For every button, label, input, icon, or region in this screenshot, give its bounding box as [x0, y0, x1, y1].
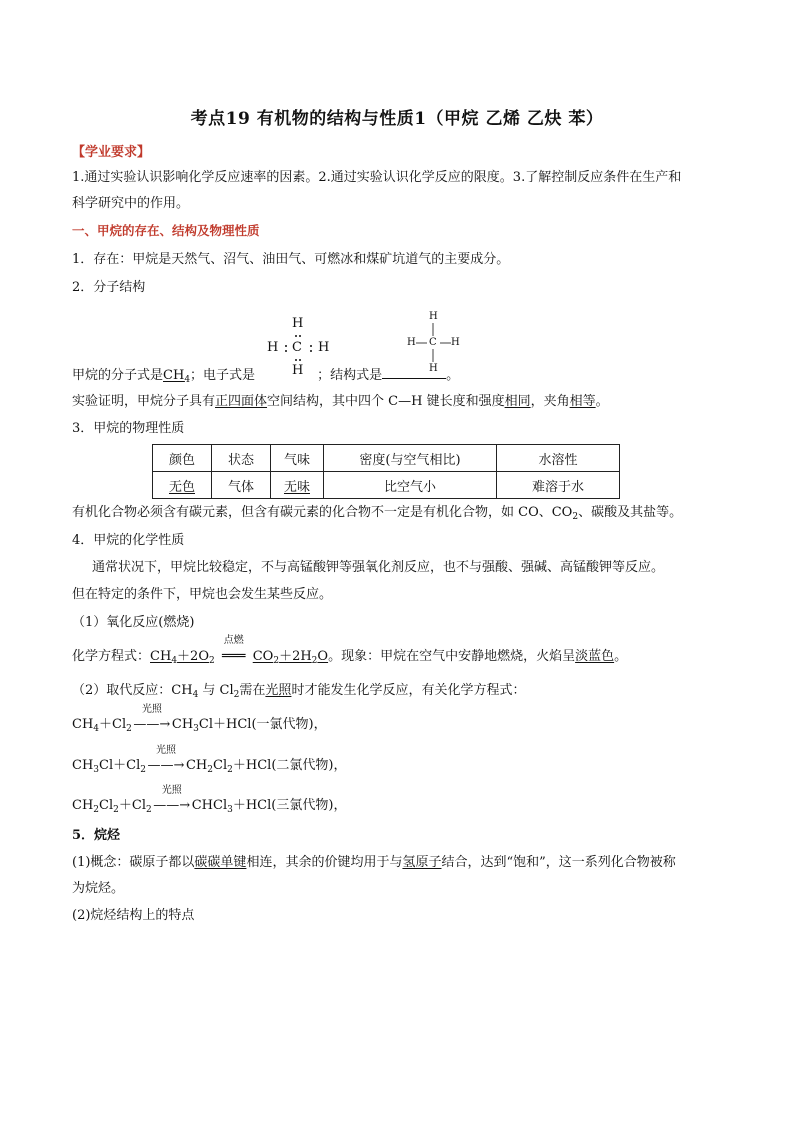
table-header-cell: 颜色 — [153, 445, 212, 472]
density-value: 比空气小 — [383, 479, 436, 495]
page-title: 考点19 有机物的结构与性质1（甲烷 乙烯 乙炔 苯） — [190, 109, 604, 129]
lewis-h-bottom: H — [292, 363, 304, 378]
alkane-text-a: (1)概念：碳原子都以 — [72, 855, 195, 870]
combustion-equation-line — [72, 635, 628, 666]
combustion-equation: $CH_4+2O_2$ 点燃 ═══ $CO_2+2H_2O$ — [150, 635, 329, 666]
light-condition: 光照 — [141, 704, 162, 715]
table-cell — [153, 472, 212, 499]
flame-color-answer: 淡蓝色 — [575, 649, 615, 664]
molecular-formula — [163, 368, 190, 383]
chemical-properties-text-2: 但在特定的条件下，甲烷也会发生某些反应。 — [72, 587, 333, 602]
electron-dot — [285, 350, 287, 352]
tetrahedron-answer: 正四面体 — [215, 394, 268, 409]
formula-line — [72, 366, 459, 385]
molecular-formula-sub: 4 — [184, 375, 191, 385]
table-cell — [271, 472, 324, 499]
electron-dot — [299, 335, 301, 337]
substitution-reaction-1: $CH_4+Cl_2$ 光照 ——→ $CH_3Cl+HCl$(一氯代物)， — [72, 704, 327, 734]
formula-line-mid2: ；结构式是 — [317, 368, 383, 383]
struct-h-top: H — [429, 311, 438, 322]
oxidation-heading: （1）氧化反应(燃烧) — [72, 615, 195, 630]
phenomenon-text: 。现象：甲烷在空气中安静地燃烧，火焰呈 — [328, 649, 576, 664]
chemical-properties-heading: 4．甲烷的化学性质 — [72, 533, 185, 548]
alkane-concept-line — [72, 854, 676, 872]
proof-text-a: 实验证明，甲烷分子具有 — [72, 394, 216, 409]
substitution-text-e: 时才能发生化学反应，有关化学方程式： — [291, 683, 526, 698]
formula-line-prefix: 甲烷的分子式是 — [72, 368, 164, 383]
equal-answer: 相等 — [569, 394, 596, 409]
electron-dot — [299, 359, 301, 361]
electron-dot — [285, 345, 287, 347]
alkane-text-c: 相连，其余的价键均用于与 — [246, 855, 403, 870]
structural-formula-blank — [382, 366, 446, 379]
struct-h-left: H — [407, 337, 416, 348]
chemical-properties-text-1: 通常状况下，甲烷比较稳定，不与高锰酸钾等强氧化剂反应，也不与强酸、强碱、高锰酸钾等反应。 — [92, 560, 665, 575]
note-text-b: 、碳酸及其盐等。 — [578, 505, 683, 520]
table-row — [153, 472, 620, 499]
table-cell: 气体 — [212, 472, 271, 499]
electron-dot — [310, 345, 312, 347]
note-sub: 2 — [572, 512, 579, 522]
alkane-heading: 5．烷烃 — [72, 828, 121, 843]
struct-h-right: H — [451, 337, 460, 348]
bond-lines — [400, 305, 470, 375]
hydrogen-answer: 氢原子 — [402, 855, 442, 870]
lewis-c: C — [292, 340, 302, 355]
physical-properties-table — [152, 444, 620, 499]
structure-proof-line — [72, 393, 609, 411]
phenomenon-end: 。 — [614, 649, 628, 664]
alkane-concept-line-2: 为烷烃。 — [72, 881, 125, 896]
substitution-text-b: 与 Cl — [198, 683, 234, 698]
light-condition: 光照 — [161, 785, 182, 796]
note-text-a: 有机化合物必须含有碳元素，但含有碳元素的化合物不一定是有机化合物，如 CO、CO — [72, 505, 573, 520]
table-header-cell: 水溶性 — [497, 445, 620, 472]
struct-c: C — [429, 337, 437, 348]
table-cell — [324, 472, 497, 499]
existence-paragraph: 1．存在：甲烷是天然气、沼气、油田气、可燃冰和煤矿坑道气的主要成分。 — [72, 252, 510, 267]
product-label-3: (三氯代物)， — [271, 798, 347, 813]
substitution-sub-1: 4 — [192, 690, 199, 700]
physical-properties-heading: 3．甲烷的物理性质 — [72, 421, 185, 436]
substitution-text-a: （2）取代反应：CH — [72, 683, 193, 698]
lewis-h-left: H — [267, 340, 279, 355]
alkane-text-e: 结合，达到“饱和”，这一系列化合物被称 — [441, 855, 676, 870]
odor-value: 无味 — [283, 479, 310, 495]
single-bond-answer: 碳碳单键 — [194, 855, 247, 870]
electron-dot — [310, 350, 312, 352]
molecular-structure-heading: 2．分子结构 — [72, 280, 146, 295]
substitution-sub-2: 2 — [233, 690, 240, 700]
table-header-row — [153, 445, 620, 472]
formula-line-mid1: ；电子式是 — [190, 368, 256, 383]
organic-compound-note — [72, 504, 682, 522]
substitution-reaction-2: $CH_3Cl+Cl_2$ 光照 ——→ $CH_2Cl_2+HCl$(二氯代物)， — [72, 745, 347, 775]
proof-text-c: 空间结构，其中四个 C—H 键长度和强度 — [267, 394, 505, 409]
equation-prefix: 化学方程式： — [72, 649, 151, 664]
struct-h-bottom: H — [429, 363, 438, 374]
substitution-text-c: 需在 — [239, 683, 266, 698]
light-answer: 光照 — [265, 683, 292, 698]
proof-text-e: ，夹角 — [530, 394, 570, 409]
electron-dot — [295, 335, 297, 337]
table-header-cell: 密度(与空气相比) — [324, 445, 497, 472]
requirements-heading: 【学业要求】 — [72, 145, 151, 160]
product-label-2: (二氯代物)， — [271, 758, 347, 773]
table-header-cell: 气味 — [271, 445, 324, 472]
light-condition: 光照 — [155, 745, 176, 756]
requirements-text-line-2: 科学研究中的作用。 — [72, 196, 190, 211]
table-cell: 难溶于水 — [497, 472, 620, 499]
molecular-formula-main: CH — [163, 368, 185, 383]
proof-text-g: 。 — [595, 394, 609, 409]
ignite-condition: 点燃 — [223, 635, 244, 646]
electron-dot — [295, 359, 297, 361]
formula-line-end: 。 — [446, 368, 460, 383]
requirements-text-line-1: 1.通过实验认识影响化学反应速率的因素。2.通过实验认识化学反应的限度。3.了解控制反应条件在生产和 — [72, 170, 682, 185]
lewis-h-top: H — [292, 316, 304, 331]
product-label-1: (一氯代物)， — [251, 717, 327, 732]
lewis-h-right: H — [318, 340, 330, 355]
substitution-reaction-3: $CH_2Cl_2+Cl_2$ 光照 ——→ CHCl$_3$＋HCl(三氯代物)， — [72, 785, 347, 815]
same-answer: 相同 — [504, 394, 531, 409]
alkane-structure-heading: (2)烷烃结构上的特点 — [72, 908, 195, 923]
substitution-heading — [72, 682, 525, 700]
section-1-heading: 一、甲烷的存在、结构及物理性质 — [72, 223, 260, 238]
color-value: 无色 — [168, 479, 195, 495]
table-header-cell: 状态 — [212, 445, 271, 472]
